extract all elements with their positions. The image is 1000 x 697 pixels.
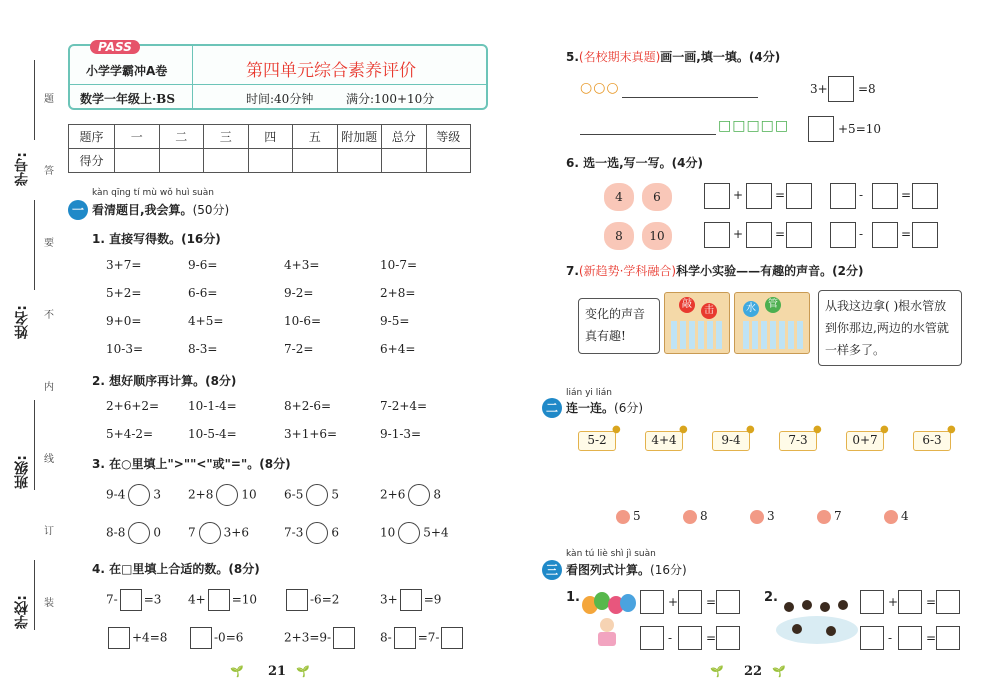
fill-right: =9: [423, 592, 442, 607]
arithmetic-item: 5+2=: [106, 286, 142, 300]
compare-item: [188, 522, 249, 544]
time-label: 时间:40分钟: [246, 92, 314, 106]
answer-box[interactable]: [872, 183, 898, 209]
arithmetic-item: 10-3=: [106, 342, 144, 356]
gutter-line: [34, 400, 35, 490]
sprout-icon: 🌱: [230, 665, 244, 678]
id-label: 学号:: [14, 152, 30, 186]
answer-box[interactable]: [678, 590, 702, 614]
question-title: 4. 在□里填上合适的数。(8分): [92, 562, 260, 576]
flower-number: 5: [633, 509, 641, 523]
q5-text: 画一画,填一填。(4分): [660, 50, 781, 64]
arithmetic-item: 4+5=: [188, 314, 224, 328]
section3-heading: [542, 560, 687, 580]
section-title: 看图列式计算。: [566, 563, 651, 577]
section1-heading: [68, 200, 229, 220]
flower-icon: [817, 510, 831, 524]
arithmetic-item: 8-3=: [188, 342, 218, 356]
score-cell[interactable]: [204, 149, 249, 173]
equals: =: [901, 227, 912, 241]
page-number-left: 21: [268, 664, 287, 679]
exam-header: [68, 40, 488, 110]
question-title: 1. 直接写得数。(16分): [92, 232, 221, 246]
exam-title: 第四单元综合素养评价: [246, 61, 416, 81]
answer-box[interactable]: [441, 627, 463, 649]
flower-number: 8: [604, 222, 634, 250]
table-cell: 总分: [382, 125, 427, 149]
table-cell: 题序: [69, 125, 115, 149]
compare-item: [380, 484, 441, 506]
section-score: (6分): [614, 401, 644, 415]
operator: +: [668, 595, 679, 609]
seal-char: 要: [44, 238, 54, 249]
problem-number: 2.: [764, 590, 778, 605]
section-pinyin: kàn qīng tí mù wǒ huì suàn: [92, 188, 214, 198]
score-label: 满分:100+10分: [346, 92, 435, 106]
q5-title: [566, 48, 780, 65]
arithmetic-item: 5+4-2=: [106, 427, 154, 441]
name-label: 姓名:: [14, 305, 30, 339]
compare-left: 7: [188, 525, 196, 540]
flower-number: 8: [700, 509, 708, 523]
fill-item: [284, 627, 357, 649]
number-flower[interactable]: [817, 509, 842, 524]
sprout-icon: 🌱: [710, 665, 724, 678]
compare-item: [106, 522, 161, 544]
answer-box[interactable]: [704, 183, 730, 209]
compare-left: 6-5: [284, 487, 304, 502]
q7-title: [566, 262, 863, 279]
section-title: 连一连。: [566, 401, 615, 415]
section-number: 三: [542, 560, 562, 580]
number-flower[interactable]: [750, 509, 775, 524]
section-title: 看清题目,我会算。: [92, 203, 193, 217]
answer-box[interactable]: [830, 222, 856, 248]
score-cell[interactable]: [115, 149, 160, 173]
flower-icon: [616, 510, 630, 524]
expression-card[interactable]: 6-3: [913, 431, 951, 451]
compare-right: 0: [153, 525, 161, 540]
score-cell[interactable]: [337, 149, 382, 173]
section-number: 二: [542, 398, 562, 418]
seal-char: 订: [44, 526, 54, 537]
fill-item: [106, 627, 167, 649]
header-divider: [192, 46, 193, 108]
gutter-line: [34, 560, 35, 630]
arithmetic-item: 4+3=: [284, 258, 320, 272]
answer-box[interactable]: [716, 626, 740, 650]
arithmetic-item: 2+8=: [380, 286, 416, 300]
arithmetic-item: 7-2=: [284, 342, 314, 356]
problem-number: 1.: [566, 590, 580, 605]
compare-left: 7-3: [284, 525, 304, 540]
answer-box[interactable]: [208, 589, 230, 611]
fill-left: 4+: [188, 592, 206, 607]
school-label: 学校:: [14, 595, 30, 629]
fill-left: 8-: [380, 630, 392, 645]
q5-number: 5.: [566, 50, 579, 64]
draw-line: [622, 97, 758, 98]
section-score: (16分): [650, 563, 687, 577]
pipes: [671, 321, 725, 349]
compare-circle[interactable]: [398, 522, 420, 544]
score-cell[interactable]: [382, 149, 427, 173]
answer-box[interactable]: [400, 589, 422, 611]
seal-char: 题: [44, 94, 54, 105]
section-pinyin: lián yi lián: [566, 388, 612, 398]
table-cell: 三: [204, 125, 249, 149]
fill-left: 3+: [380, 592, 398, 607]
equals: =: [901, 188, 912, 202]
answer-box[interactable]: [716, 590, 740, 614]
eq1-prefix: 3+: [810, 82, 828, 96]
score-cell[interactable]: [248, 149, 293, 173]
arithmetic-item: 9-5=: [380, 314, 410, 328]
arithmetic-item: 7-2+4=: [380, 399, 428, 413]
compare-right: 10: [241, 487, 257, 502]
arithmetic-item: 3+1+6=: [284, 427, 338, 441]
compare-item: [106, 484, 161, 506]
answer-box[interactable]: [746, 222, 772, 248]
answer-box[interactable]: [830, 183, 856, 209]
seal-char: 线: [44, 454, 54, 465]
table-cell: 附加题: [337, 125, 382, 149]
table-cell: 五: [293, 125, 338, 149]
seal-char: 装: [44, 598, 54, 609]
score-table: [68, 124, 471, 173]
operator: -: [859, 188, 864, 202]
table-cell: 等级: [426, 125, 471, 149]
answer-box[interactable]: [912, 222, 938, 248]
compare-right: 3+6: [223, 525, 249, 540]
section-number: 一: [68, 200, 88, 220]
answer-box[interactable]: [640, 626, 664, 650]
bee-icon: ●: [947, 424, 956, 435]
arithmetic-item: 3+7=: [106, 258, 142, 272]
flower-number: 6: [642, 183, 672, 211]
compare-left: 10: [380, 525, 396, 540]
section2-heading: [542, 398, 643, 418]
bee-icon: ●: [612, 424, 621, 435]
sprout-icon: 🌱: [772, 665, 786, 678]
gutter-line: [34, 200, 35, 290]
operator: -: [888, 631, 893, 645]
answer-box[interactable]: [746, 183, 772, 209]
answer-box[interactable]: [190, 627, 212, 649]
speech-bubble-left: 变化的声音真有趣!: [578, 298, 660, 354]
flower-number: 4: [604, 183, 634, 211]
orange-circles: ○○○: [580, 80, 620, 96]
equals: =: [775, 188, 786, 202]
compare-right: 3: [153, 487, 161, 502]
fill-item: [284, 589, 339, 611]
arithmetic-item: 2+6+2=: [106, 399, 160, 413]
flower-icon: [750, 510, 764, 524]
seal-char: 答: [44, 166, 54, 177]
fill-item: [106, 589, 161, 611]
operator: +: [733, 188, 744, 202]
operator: +: [888, 595, 899, 609]
gutter-line: [34, 60, 35, 140]
operator: -: [668, 631, 673, 645]
compare-item: [284, 484, 339, 506]
section-score: (50分): [192, 203, 230, 217]
compare-right: 5: [331, 487, 339, 502]
expression-card[interactable]: 9-4: [712, 431, 750, 451]
equals: =: [775, 227, 786, 241]
number-flower[interactable]: [884, 509, 909, 524]
arithmetic-item: 9+0=: [106, 314, 142, 328]
sign: 击: [701, 303, 717, 319]
fill-left: 2+3=9-: [284, 630, 332, 645]
fill-item: [188, 627, 243, 649]
arithmetic-item: 10-7=: [380, 258, 418, 272]
eq1-suffix: =8: [858, 82, 876, 96]
table-cell: 四: [248, 125, 293, 149]
fill-right: =7-: [417, 630, 440, 645]
balloons-illustration: [578, 592, 638, 648]
answer-box[interactable]: [898, 590, 922, 614]
arithmetic-item: 8+2-6=: [284, 399, 332, 413]
children-illustration: [776, 596, 858, 648]
arithmetic-item: 9-1-3=: [380, 427, 422, 441]
answer-box[interactable]: [786, 183, 812, 209]
green-squares: □□□□□: [718, 118, 790, 134]
bee-icon: ●: [880, 424, 889, 435]
series-name: 小学学霸冲A卷: [86, 64, 168, 78]
compare-left: 2+8: [188, 487, 214, 502]
expression-card[interactable]: 5-2: [578, 431, 616, 451]
fill-right: -6=2: [310, 592, 340, 607]
compare-item: [284, 522, 339, 544]
number-flower[interactable]: [683, 509, 708, 524]
answer-box[interactable]: [860, 590, 884, 614]
fill-left: 7-: [106, 592, 118, 607]
arithmetic-item: 9-2=: [284, 286, 314, 300]
compare-right: 6: [331, 525, 339, 540]
question-title: 2. 想好顺序再计算。(8分): [92, 374, 237, 388]
compare-circle[interactable]: [199, 522, 221, 544]
fill-item: [188, 589, 257, 611]
answer-box[interactable]: [120, 589, 142, 611]
arithmetic-item: 10-5-4=: [188, 427, 237, 441]
compare-left: 9-4: [106, 487, 126, 502]
fill-right: -0=6: [214, 630, 244, 645]
score-cell[interactable]: [159, 149, 204, 173]
answer-box[interactable]: [286, 589, 308, 611]
flower-number: 10: [642, 222, 672, 250]
compare-circle[interactable]: [216, 484, 238, 506]
water-pipes-illustration: [664, 292, 730, 354]
bee-icon: ●: [679, 424, 688, 435]
answer-box[interactable]: [860, 626, 884, 650]
fill-item: [380, 589, 441, 611]
score-cell[interactable]: [293, 149, 338, 173]
arithmetic-item: 10-1-4=: [188, 399, 237, 413]
arithmetic-item: 6-6=: [188, 286, 218, 300]
class-label: 班级:: [14, 455, 30, 489]
answer-box[interactable]: [333, 627, 355, 649]
answer-box[interactable]: [912, 183, 938, 209]
arithmetic-item: 9-6=: [188, 258, 218, 272]
table-cell: 一: [115, 125, 160, 149]
table-cell: 二: [159, 125, 204, 149]
header-divider: [70, 84, 486, 85]
answer-box[interactable]: [936, 626, 960, 650]
answer-box[interactable]: [678, 626, 702, 650]
answer-box[interactable]: [936, 590, 960, 614]
section-pinyin: kàn tú liè shì jì suàn: [566, 549, 656, 559]
compare-circle[interactable]: [306, 484, 328, 506]
fill-item: [380, 627, 465, 649]
compare-circle[interactable]: [408, 484, 430, 506]
q5-tag: (名校期末真题): [578, 50, 661, 64]
number-flower[interactable]: [616, 509, 641, 524]
score-cell[interactable]: [426, 149, 471, 173]
equals: =: [926, 631, 937, 645]
compare-left: 8-8: [106, 525, 126, 540]
expression-card[interactable]: 4+4: [645, 431, 683, 451]
expression-card[interactable]: 7-3: [779, 431, 817, 451]
compare-left: 2+6: [380, 487, 406, 502]
equals: =: [706, 595, 717, 609]
answer-box[interactable]: [640, 590, 664, 614]
question-title: 3. 在○里填上">""<"或"="。(8分): [92, 457, 291, 471]
q7-tag: (新趋势·学科融合): [578, 264, 677, 278]
sign: 水: [743, 301, 759, 317]
sprout-icon: 🌱: [296, 665, 310, 678]
speech-bubble-right: 从我这边拿( )根水管放到你那边,两边的水管就一样多了。: [818, 290, 962, 366]
draw-line: [580, 134, 716, 135]
compare-right: 5+4: [423, 525, 449, 540]
grade-label: 数学一年级上·BS: [80, 92, 175, 106]
operator: -: [859, 227, 864, 241]
flower-icon: [884, 510, 898, 524]
q6-title: 6. 选一选,写一写。(4分): [566, 156, 703, 170]
compare-circle[interactable]: [128, 522, 150, 544]
compare-circle[interactable]: [306, 522, 328, 544]
answer-box[interactable]: [872, 222, 898, 248]
compare-circle[interactable]: [128, 484, 150, 506]
fill-right: =10: [231, 592, 258, 607]
fill-right: =3: [143, 592, 162, 607]
sign: 管: [765, 297, 781, 313]
answer-box[interactable]: [394, 627, 416, 649]
compare-right: 8: [433, 487, 441, 502]
answer-box[interactable]: [704, 222, 730, 248]
q7-text: 科学小实验——有趣的声音。(2分): [676, 264, 864, 278]
water-pipes-illustration: [734, 292, 810, 354]
seal-char: 不: [44, 310, 54, 321]
flower-icon: [683, 510, 697, 524]
compare-item: [188, 484, 257, 506]
arithmetic-item: 10-6=: [284, 314, 322, 328]
answer-box[interactable]: [808, 116, 834, 142]
flower-number: 7: [834, 509, 842, 523]
seal-char: 内: [44, 382, 54, 393]
bee-icon: ●: [813, 424, 822, 435]
equals: =: [926, 595, 937, 609]
brand-logo: PASS: [90, 40, 140, 54]
fill-right: +4=8: [132, 630, 168, 645]
sign: 敲: [679, 297, 695, 313]
answer-box[interactable]: [898, 626, 922, 650]
eq2-suffix: +5=10: [838, 122, 882, 136]
page-number-right: 22: [744, 664, 763, 679]
pipes: [743, 321, 803, 349]
expression-card[interactable]: 0+7: [846, 431, 884, 451]
flower-number: 4: [901, 509, 909, 523]
answer-box[interactable]: [108, 627, 130, 649]
flower-number: 3: [767, 509, 775, 523]
equals: =: [706, 631, 717, 645]
operator: +: [733, 227, 744, 241]
q7-number: 7.: [566, 264, 579, 278]
table-cell: 得分: [69, 149, 115, 173]
compare-item: [380, 522, 449, 544]
answer-box[interactable]: [828, 76, 854, 102]
bee-icon: ●: [746, 424, 755, 435]
answer-box[interactable]: [786, 222, 812, 248]
arithmetic-item: 6+4=: [380, 342, 416, 356]
